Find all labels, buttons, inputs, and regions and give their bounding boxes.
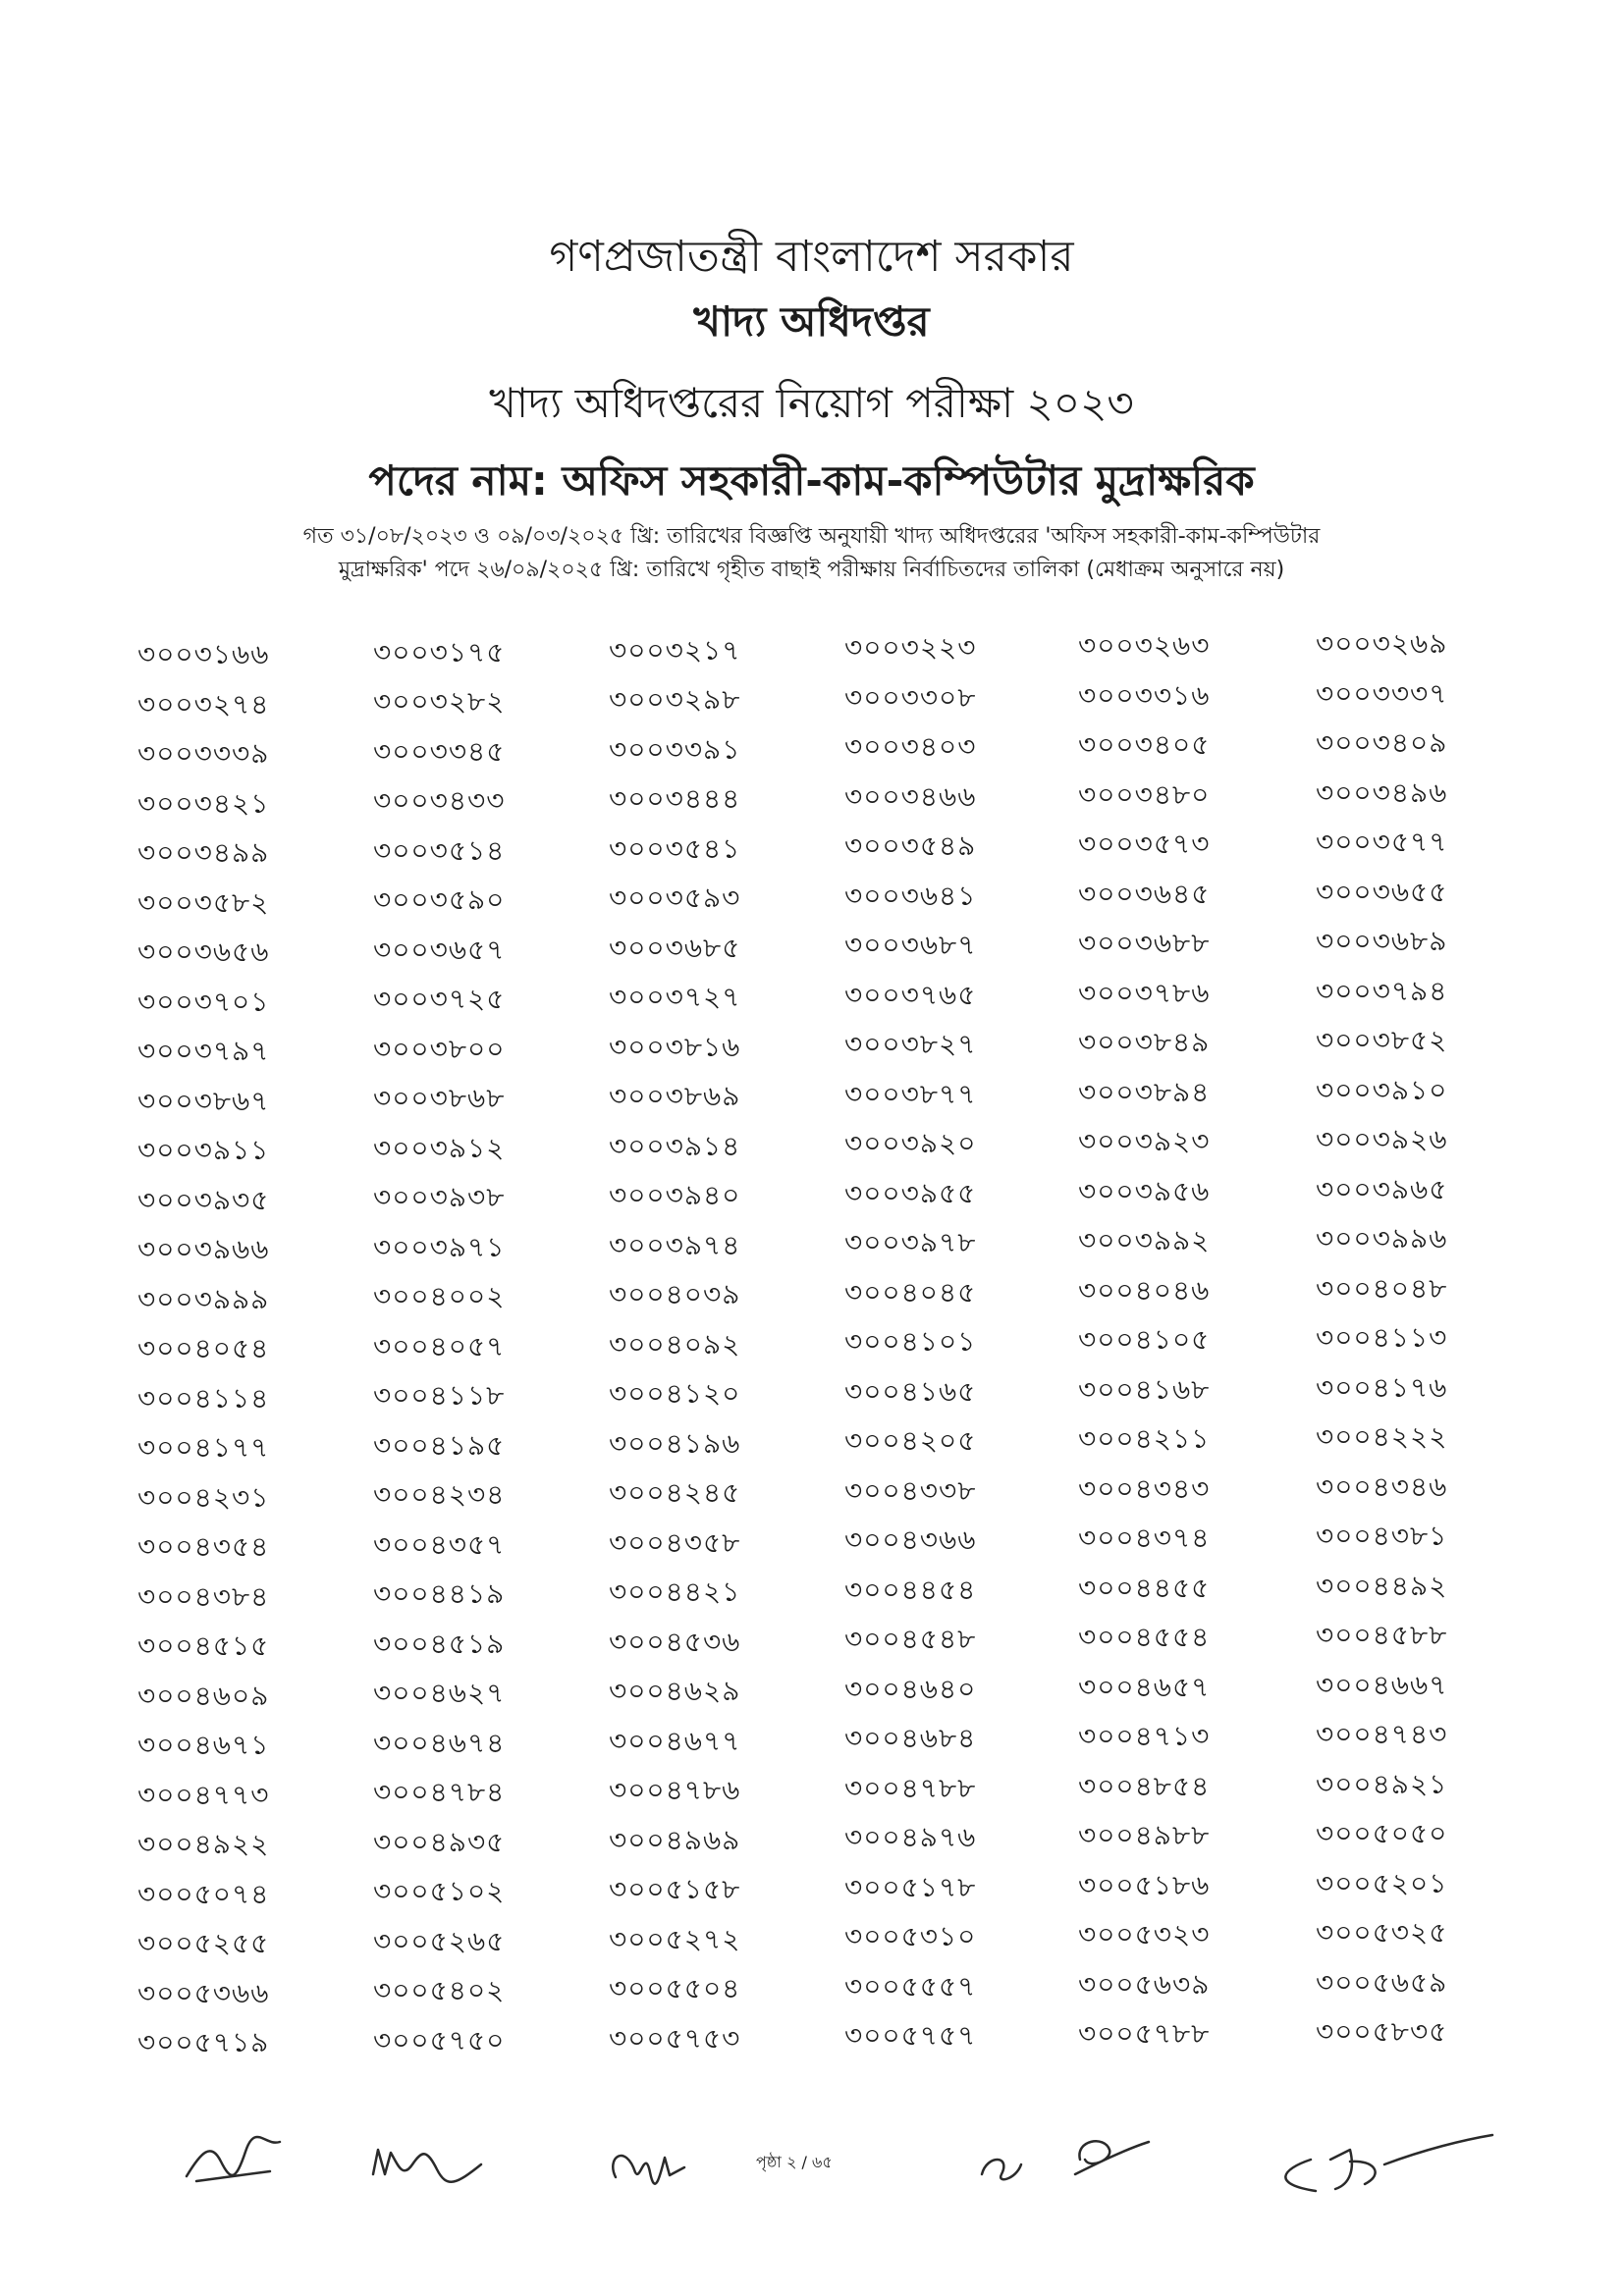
roll-number-cell: ৩০০৪১৯৫ — [373, 1428, 506, 1462]
roll-number-cell: ৩০০৪৫১৯ — [373, 1627, 506, 1660]
roll-number-cell: ৩০০৩৮২৭ — [844, 1028, 977, 1061]
government-title: গণপ্রজাতন্ত্রী বাংলাদেশ সরকার — [549, 232, 1074, 282]
roll-number-cell: ৩০০৩২৯৮ — [609, 683, 741, 717]
roll-number-cell: ৩০০৩৭৮৬ — [1078, 976, 1211, 1009]
roll-number-cell: ৩০০৪২০৫ — [844, 1424, 977, 1458]
roll-number-cell: ৩০০৪৪৫৫ — [1078, 1571, 1211, 1604]
roll-number-cell: ৩০০৫৭৮৮ — [1078, 2017, 1211, 2051]
roll-number-cell: ৩০০৪৯২১ — [1316, 1767, 1448, 1800]
roll-number-cell: ৩০০৪০৯২ — [609, 1327, 741, 1361]
roll-number-cell: ৩০০৫০৭৪ — [137, 1877, 270, 1910]
roll-number-cell: ৩০০৩৯১৪ — [609, 1129, 741, 1162]
signature-3 — [601, 2138, 699, 2192]
roll-number-cell: ৩০০৪৫৪৮ — [844, 1623, 977, 1656]
roll-number-cell: ৩০০৩৮৯৪ — [1078, 1075, 1211, 1108]
notice-line-1: গত ৩১/০৮/২০২৩ ও ০৯/০৩/২০২৫ খ্রি: তারিখের বিজ্ঞপ্তি অনুযায়ী খাদ্য অধিদপ্তরের 'অফিস সহকারী-কাম-কম্পিউটার — [302, 524, 1321, 549]
exam-title: খাদ্য অধিদপ্তরের নিয়োগ পরীক্ষা ২০২৩ — [489, 379, 1134, 427]
roll-number-cell: ৩০০৩৯৯৯ — [137, 1282, 270, 1315]
roll-number-cell: ৩০০৪৬৪০ — [844, 1672, 977, 1705]
roll-number-cell: ৩০০৩২৬৯ — [1316, 627, 1448, 660]
roll-number-cell: ৩০০৪১১৪ — [137, 1381, 270, 1415]
roll-number-cell: ৩০০৪৩৫৪ — [137, 1530, 270, 1563]
roll-number-cell: ৩০০৪২৩১ — [137, 1480, 270, 1514]
roll-number-cell: ৩০০৪৬৫৭ — [1078, 1670, 1211, 1703]
roll-number-cell: ৩০০৩৯৭৪ — [609, 1228, 741, 1261]
roll-number-cell: ৩০০৩৮৫২ — [1316, 1024, 1448, 1056]
roll-number-cell: ৩০০৩৪০৫ — [1078, 728, 1211, 762]
roll-number-cell: ৩০০৪২১১ — [1078, 1422, 1211, 1456]
roll-number-cell: ৩০০৪০৩৯ — [609, 1278, 741, 1311]
roll-number-cell: ৩০০৪৪৫৪ — [844, 1573, 977, 1606]
roll-number-cell: ৩০০৩৯৬৫ — [1316, 1172, 1448, 1205]
roll-number-cell: ৩০০৪৭৪৩ — [1316, 1718, 1448, 1750]
roll-number-cell: ৩০০৩৯২৬ — [1316, 1123, 1448, 1155]
roll-number-cell: ৩০০৩৯৭১ — [373, 1230, 506, 1263]
roll-number-cell: ৩০০৫১৭৮ — [844, 1870, 977, 1903]
roll-number-cell: ৩০০৪১৬৮ — [1078, 1372, 1211, 1406]
roll-number-cell: ৩০০৩৪৩৩ — [373, 784, 506, 818]
roll-number-cell: ৩০০৪৯৭৬ — [844, 1821, 977, 1854]
roll-number-cell: ৩০০৪৬৭৭ — [609, 1724, 741, 1757]
roll-number-cell: ৩০০৩৬৮৫ — [609, 931, 741, 964]
roll-number-cell: ৩০০৪৮৫৪ — [1078, 1769, 1211, 1802]
roll-number-cell: ৩০০৪৭১৩ — [1078, 1720, 1211, 1753]
roll-number-cell: ৩০০৩৩১৬ — [1078, 678, 1211, 712]
roll-number-cell: ৩০০৩৯৩৫ — [137, 1183, 270, 1216]
roll-number-cell: ৩০০৫০৫০ — [1316, 1817, 1448, 1849]
roll-number-cell: ৩০০৪৩৬৬ — [844, 1523, 977, 1557]
roll-number-cell: ৩০০৪৬৭১ — [137, 1729, 270, 1761]
roll-number-cell: ৩০০৩৬৮৯ — [1316, 925, 1448, 957]
roll-number-cell: ৩০০৩৯১২ — [373, 1131, 506, 1164]
roll-number-cell: ৩০০৩৩০৮ — [844, 680, 977, 714]
roll-number-cell: ৩০০৫২০১ — [1316, 1866, 1448, 1899]
roll-number-cell: ৩০০৩৯৫৫ — [844, 1176, 977, 1209]
roll-number-cell: ৩০০৫২৫৫ — [137, 1927, 270, 1959]
roll-number-cell: ৩০০৩৭২৫ — [373, 983, 506, 1016]
roll-number-cell: ৩০০৪২৩৪ — [373, 1478, 506, 1512]
roll-number-cell: ৩০০৪১৭৭ — [137, 1431, 270, 1464]
signature-1 — [177, 2132, 295, 2191]
roll-number-cell: ৩০০৪৩৮৪ — [137, 1579, 270, 1613]
roll-number-cell: ৩০০৪৩৫৮ — [609, 1525, 741, 1559]
roll-number-cell: ৩০০৩৯৯২ — [1078, 1224, 1211, 1257]
roll-number-cell: ৩০০৪৭৮৪ — [373, 1776, 506, 1809]
roll-number-cell: ৩০০৩৯১১ — [137, 1134, 270, 1166]
roll-number-cell: ৩০০৪৯২২ — [137, 1828, 270, 1860]
roll-number-cell: ৩০০৩৫৮২ — [137, 885, 270, 919]
roll-number-cell: ৩০০৩৪৮০ — [1078, 777, 1211, 811]
roll-number-cell: ৩০০৫২৬৫ — [373, 1924, 506, 1957]
roll-number-cell: ৩০০৪০৫৪ — [137, 1332, 270, 1364]
roll-number-cell: ৩০০৩৮৪৯ — [1078, 1026, 1211, 1059]
roll-number-cell: ৩০০৪২২২ — [1316, 1420, 1448, 1453]
roll-number-cell: ৩০০৪১২০ — [609, 1377, 741, 1411]
roll-number-cell: ৩০০৩৯৩৮ — [373, 1181, 506, 1214]
roll-number-cell: ৩০০৩৪০৩ — [844, 730, 977, 764]
roll-number-cell: ৩০০৩১৬৬ — [137, 638, 270, 670]
roll-number-cell: ৩০০৩৪৬৬ — [844, 779, 977, 813]
roll-number-cell: ৩০০৩৬৪৫ — [1078, 877, 1211, 910]
roll-number-cell: ৩০০৪৫৩৬ — [609, 1625, 741, 1658]
roll-number-cell: ৩০০৩৮৭৭ — [844, 1077, 977, 1110]
notice-paragraph — [0, 520, 1623, 587]
roll-number-cell: ৩০০৫১০২ — [373, 1875, 506, 1908]
roll-number-cell: ৩০০৩৭৬৫ — [844, 978, 977, 1011]
roll-number-cell: ৩০০৫৩২৫ — [1316, 1916, 1448, 1949]
roll-number-cell: ৩০০৩৮৬৭ — [137, 1084, 270, 1117]
signature-2 — [363, 2135, 501, 2194]
roll-number-cell: ৩০০৪৯৩৫ — [373, 1825, 506, 1858]
roll-number-cell: ৩০০৩৫৪৯ — [844, 829, 977, 863]
roll-number-cell: ৩০০৫৮৩৫ — [1316, 2015, 1448, 2048]
roll-number-cell: ৩০০৩৬৫৬ — [137, 935, 270, 968]
roll-number-cell: ৩০০৫৫০৪ — [609, 1972, 741, 2005]
roll-number-cell: ৩০০৩৫১৪ — [373, 833, 506, 867]
roll-number-cell: ৩০০৫৬৫৯ — [1316, 1965, 1448, 1999]
roll-number-cell: ৩০০৪১১৮ — [373, 1379, 506, 1413]
roll-number-cell: ৩০০৪৯৬৯ — [609, 1823, 741, 1856]
roll-number-cell: ৩০০৩২৮২ — [373, 685, 506, 719]
roll-number-cell: ৩০০৪০০২ — [373, 1280, 506, 1313]
roll-number-cell: ৩০০৩৫৭৭ — [1316, 826, 1448, 858]
roll-number-cell: ৩০০৪১৬৫ — [844, 1374, 977, 1408]
roll-number-cell: ৩০০৩৯৫৬ — [1078, 1174, 1211, 1207]
roll-number-cell: ৩০০৩৯৯৬ — [1316, 1222, 1448, 1255]
roll-number-cell: ৩০০৪৪২১ — [609, 1575, 741, 1609]
roll-number-cell: ৩০০৩১৭৫ — [373, 635, 506, 668]
roll-number-cell: ৩০০৩৭০১ — [137, 985, 270, 1018]
roll-number-cell: ৩০০৫৭৫০ — [373, 2023, 506, 2056]
roll-number-cell: ৩০০৪৬০৯ — [137, 1679, 270, 1712]
roll-number-cell: ৩০০৩৬৫৫ — [1316, 875, 1448, 908]
department-title: খাদ্য অধিদপ্তর — [693, 297, 930, 346]
roll-number-cell: ৩০০৩৪৯৯ — [137, 836, 270, 869]
roll-number-cell: ৩০০৪৬৬৭ — [1316, 1668, 1448, 1701]
roll-number-cell: ৩০০৫৫৫৭ — [844, 1969, 977, 2002]
roll-number-cell: ৩০০৪০৪৫ — [844, 1275, 977, 1308]
roll-number-cell: ৩০০৫৪০২ — [373, 1974, 506, 2007]
roll-number-cell: ৩০০৩৫৭৩ — [1078, 828, 1211, 861]
roll-number-cell: ৩০০৫১৫৮ — [609, 1873, 741, 1906]
roll-number-cell: ৩০০৪৭৭৩ — [137, 1778, 270, 1811]
roll-number-cell: ৩০০৪৭৮৬ — [609, 1774, 741, 1807]
roll-number-cell: ৩০০৪০৫৭ — [373, 1329, 506, 1362]
roll-number-cell: ৩০০৩৭৯৪ — [1316, 974, 1448, 1007]
roll-number-cell: ৩০০৩৬৮৭ — [844, 929, 977, 962]
roll-number-cell: ৩০০৪৩৪৩ — [1078, 1471, 1211, 1505]
roll-number-cell: ৩০০৫৭৫৭ — [844, 2019, 977, 2053]
roll-number-cell: ৩০০৩৬৪১ — [844, 879, 977, 912]
roll-number-cell: ৩০০৪১৯৬ — [609, 1426, 741, 1460]
roll-number-cell: ৩০০৩৯২৩ — [1078, 1125, 1211, 1158]
roll-number-cell: ৩০০৫৬৩৯ — [1078, 1967, 1211, 2001]
roll-number-cell: ৩০০৩৯১০ — [1316, 1073, 1448, 1106]
roll-number-cell: ৩০০৩২১৭ — [609, 633, 741, 667]
roll-number-cell: ৩০০৩৮১৬ — [609, 1030, 741, 1063]
roll-number-cell: ৩০০৩৯৪০ — [609, 1179, 741, 1212]
roll-number-cell: ৩০০৪৫৮৮ — [1316, 1619, 1448, 1651]
roll-number-cell: ৩০০৩৯২০ — [844, 1127, 977, 1160]
roll-number-cell: ৩০০৪৯৮৮ — [1078, 1819, 1211, 1852]
roll-number-cell: ৩০০৪১০৫ — [1078, 1323, 1211, 1357]
roll-number-cell: ৩০০৩৮৬৯ — [609, 1080, 741, 1113]
roll-number-cell: ৩০০৩৪৯৬ — [1316, 775, 1448, 809]
roll-number-cell: ৩০০৪৩৪৬ — [1316, 1469, 1448, 1503]
roll-number-cell: ৩০০৩৬৮৮ — [1078, 927, 1211, 960]
roll-number-cell: ৩০০৩২৭৪ — [137, 687, 270, 721]
roll-number-cell: ৩০০৪৪৯২ — [1316, 1569, 1448, 1602]
roll-number-cell: ৩০০৩৪২১ — [137, 786, 270, 820]
roll-number-cell: ৩০০৪১৭৬ — [1316, 1370, 1448, 1404]
roll-number-cell: ৩০০৪৬৮৪ — [844, 1722, 977, 1755]
post-title: পদের নাম: অফিস সহকারী-কাম-কম্পিউটার মুদ্রাক্ষরিক — [368, 456, 1255, 505]
roll-number-cell: ৩০০৩২৬৩ — [1078, 629, 1211, 663]
roll-number-cell: ৩০০৪৬৭৪ — [373, 1726, 506, 1759]
roll-number-cell: ৩০০৪১০১ — [844, 1325, 977, 1359]
roll-number-cell: ৩০০৩৩৩৯ — [137, 737, 270, 770]
roll-number-cell: ৩০০৩৭৯৭ — [137, 1035, 270, 1067]
roll-number-cell: ৩০০৫৭১৯ — [137, 2026, 270, 2058]
roll-number-cell: ৩০০৪০৪৮ — [1316, 1271, 1448, 1305]
roll-number-cell: ৩০০৩৯৬৬ — [137, 1233, 270, 1265]
roll-number-cell: ৩০০৫৩১০ — [844, 1920, 977, 1953]
roll-number-cell: ৩০০৩৯৭৮ — [844, 1226, 977, 1259]
roll-number-cell: ৩০০৩৫৯৩ — [609, 881, 741, 915]
roll-number-cell: ৩০০৩২২৩ — [844, 631, 977, 665]
page-number: পৃষ্ঠা ২ / ৬৫ — [756, 2153, 833, 2171]
signature-4 — [972, 2140, 1031, 2189]
roll-number-cell: ৩০০৫১৮৬ — [1078, 1868, 1211, 1901]
roll-number-cell: ৩০০৪৫১৫ — [137, 1629, 270, 1662]
roll-number-cell: ৩০০৪০৪৬ — [1078, 1273, 1211, 1307]
roll-number-cell: ৩০০৫৭৫৩ — [609, 2021, 741, 2055]
roll-number-cell: ৩০০৪২৪৫ — [609, 1476, 741, 1510]
roll-number-cell: ৩০০৪৫৫৪ — [1078, 1621, 1211, 1654]
roll-number-cell: ৩০০৪৩৭৪ — [1078, 1522, 1211, 1555]
signature-5 — [1065, 2130, 1154, 2184]
roll-number-table — [137, 627, 1483, 2125]
roll-number-cell: ৩০০৪৩৩৮ — [844, 1473, 977, 1507]
roll-number-cell: ৩০০৪৭৮৮ — [844, 1771, 977, 1804]
roll-number-cell: ৩০০৪৬২৭ — [373, 1677, 506, 1710]
roll-number-cell: ৩০০৩৭২৭ — [609, 981, 741, 1014]
signature-6 — [1257, 2130, 1502, 2204]
roll-number-cell: ৩০০৩৩৪৫ — [373, 734, 506, 768]
roll-number-cell: ৩০০৪৩৮১ — [1316, 1520, 1448, 1552]
roll-number-cell: ৩০০৪৬২৯ — [609, 1675, 741, 1708]
roll-number-cell: ৩০০৩৫৪১ — [609, 831, 741, 865]
roll-number-cell: ৩০০৫৩৬৬ — [137, 1976, 270, 2009]
roll-number-cell: ৩০০৩৫৯০ — [373, 883, 506, 917]
roll-number-cell: ৩০০৩৮৬৮ — [373, 1082, 506, 1115]
roll-number-cell: ৩০০৫৩২৩ — [1078, 1918, 1211, 1951]
roll-number-cell: ৩০০৩৪৪৪ — [609, 782, 741, 816]
roll-number-cell: ৩০০৫২৭২ — [609, 1922, 741, 1955]
roll-number-cell: ৩০০৪৩৫৭ — [373, 1527, 506, 1561]
roll-number-cell: ৩০০৩৩৩৭ — [1316, 676, 1448, 710]
roll-number-cell: ৩০০৩৬৫৭ — [373, 933, 506, 966]
roll-number-cell: ৩০০৩৩৯১ — [609, 732, 741, 766]
notice-line-2: মুদ্রাক্ষরিক' পদে ২৬/০৯/২০২৫ খ্রি: তারিখে গৃহীত বাছাই পরীক্ষায় নির্বাচিতদের তালিকা (মেধাক্রম অনুসারে নয়) — [338, 558, 1285, 582]
roll-number-cell: ৩০০৩৪০৯ — [1316, 726, 1448, 759]
roll-number-cell: ৩০০৩৮০০ — [373, 1032, 506, 1065]
roll-number-cell: ৩০০৪১১৩ — [1316, 1321, 1448, 1354]
roll-number-cell: ৩০০৪৪১৯ — [373, 1577, 506, 1611]
